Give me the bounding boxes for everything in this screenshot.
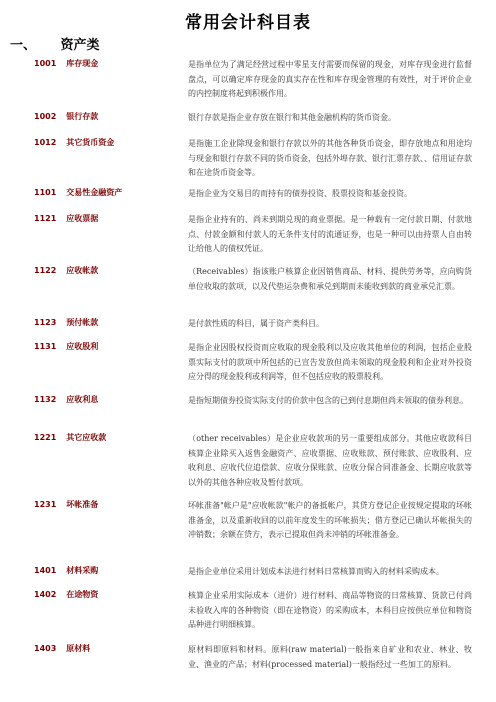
account-code: 1132 应收利息 bbox=[34, 395, 99, 404]
account-code: 1401 材料采购 bbox=[34, 566, 99, 575]
account-description: 坏帐准备"帐户是"应收帐款"帐户的备抵帐户，其贷方登记企业按规定提取的坏帐准备金，以及重新收回的以前年度发生的坏帐损失；借方登记已确认坏帐损失的冲销数；余额在贷方，表示已提取但尚未冲销的坏帐准备金。 bbox=[188, 501, 472, 540]
account-code: 1002 银行存款 bbox=[34, 112, 99, 121]
account-code: 1121 应收票据 bbox=[34, 214, 99, 223]
account-description: 是指企业持有的、尚未到期兑现的商业票据。是一种载有一定付款日期、付款地点、付款金额和付款人的无条件支付的流通证券，也是一种可以由持票人自由转让给他人的债权凭证。 bbox=[188, 215, 472, 254]
account-code: 1221 其它应收款 bbox=[34, 433, 107, 442]
account-description: 原材料即原料和材料。原料(raw material)一般指来自矿业和农业、林业、牧业、渔业的产品；材料(processed material)一般指经过一些加工的原料。 bbox=[188, 645, 472, 669]
account-code: 1122 应收帐款 bbox=[34, 266, 99, 275]
account-code: 1402 在途物资 bbox=[34, 590, 99, 599]
account-description: 是指短期债券投资实际支付的价款中包含的已到付息期但尚未领取的债券利息。 bbox=[188, 396, 468, 405]
account-code: 1101 交易性金融资产 bbox=[34, 188, 123, 197]
account-description: 是付款性质的科目，属于资产类科目。 bbox=[188, 319, 324, 328]
account-description: 是指企业为交易目的而持有的债券投资、股票投资和基金投资。 bbox=[188, 189, 412, 198]
account-description: 核算企业采用实际成本（进价）进行材料、商品等物资的日常核算、货款已付尚未验收入库的各种物资（即在途物资）的采购成本，本科目应按供应单位和物资品种进行明细核算。 bbox=[188, 591, 472, 630]
account-code: 1123 预付帐款 bbox=[34, 318, 99, 327]
section-title: 资产类 bbox=[60, 38, 100, 53]
section-heading bbox=[10, 34, 100, 53]
account-description: （other receivables）是企业应收款项的另一重要组成部分。其他应收款科目核算企业除买入返售金融资产、应收票据、应收账款、预付账款、应收股利、应收利息、应收代位追偿款、应收分保账款、应收分保合同准备金、长期应收款等以外的其他各种应收及暂付款项。 bbox=[188, 434, 472, 487]
account-code: 1131 应收股利 bbox=[34, 342, 99, 351]
account-code: 1001 库存现金 bbox=[34, 59, 99, 68]
account-description: 是指企业因股权投资而应收取的现金股利以及应收其他单位的利润，包括企业股票实际支付的款项中所包括的已宣告发放但尚未领取的现金股利和企业对外投资应分得的现金股利或利润等，但不包括应收的股票股利。 bbox=[188, 343, 472, 382]
account-description: 是指单位为了满足经营过程中零星支付需要而保留的现金，对库存现金进行监督盘点，可以确定库存现金的真实存在性和库存现金管理的有效性，对于评价企业的内控制度将起到积极作用。 bbox=[188, 60, 472, 99]
account-code: 1231 坏帐准备 bbox=[34, 500, 99, 509]
account-code: 1403 原材料 bbox=[34, 644, 91, 653]
account-description: （Receivables）指该账户核算企业因销售商品、材料、提供劳务等，应向购货单位收取的款项，以及代垫运杂费和承兑到期而未能收到款的商业承兑汇票。 bbox=[188, 267, 472, 291]
account-code: 1012 其它货币资金 bbox=[34, 138, 115, 147]
account-description: 是指施工企业除现金和银行存款以外的其他各种货币资金，即存放地点和用途均与现金和银行存款不同的货币资金，包括外埠存款、银行汇票存款、、信用证存款和在途货币资金等。 bbox=[188, 139, 472, 178]
page-title: 常用会计科目表 bbox=[185, 13, 311, 33]
account-description: 是指企业单位采用计划成本法进行材料日常核算而购入的材料采购成本。 bbox=[188, 567, 444, 576]
section-number: 一、 bbox=[10, 38, 37, 53]
account-description: 银行存款是指企业存放在银行和其他金融机构的货币资金。 bbox=[188, 113, 396, 122]
